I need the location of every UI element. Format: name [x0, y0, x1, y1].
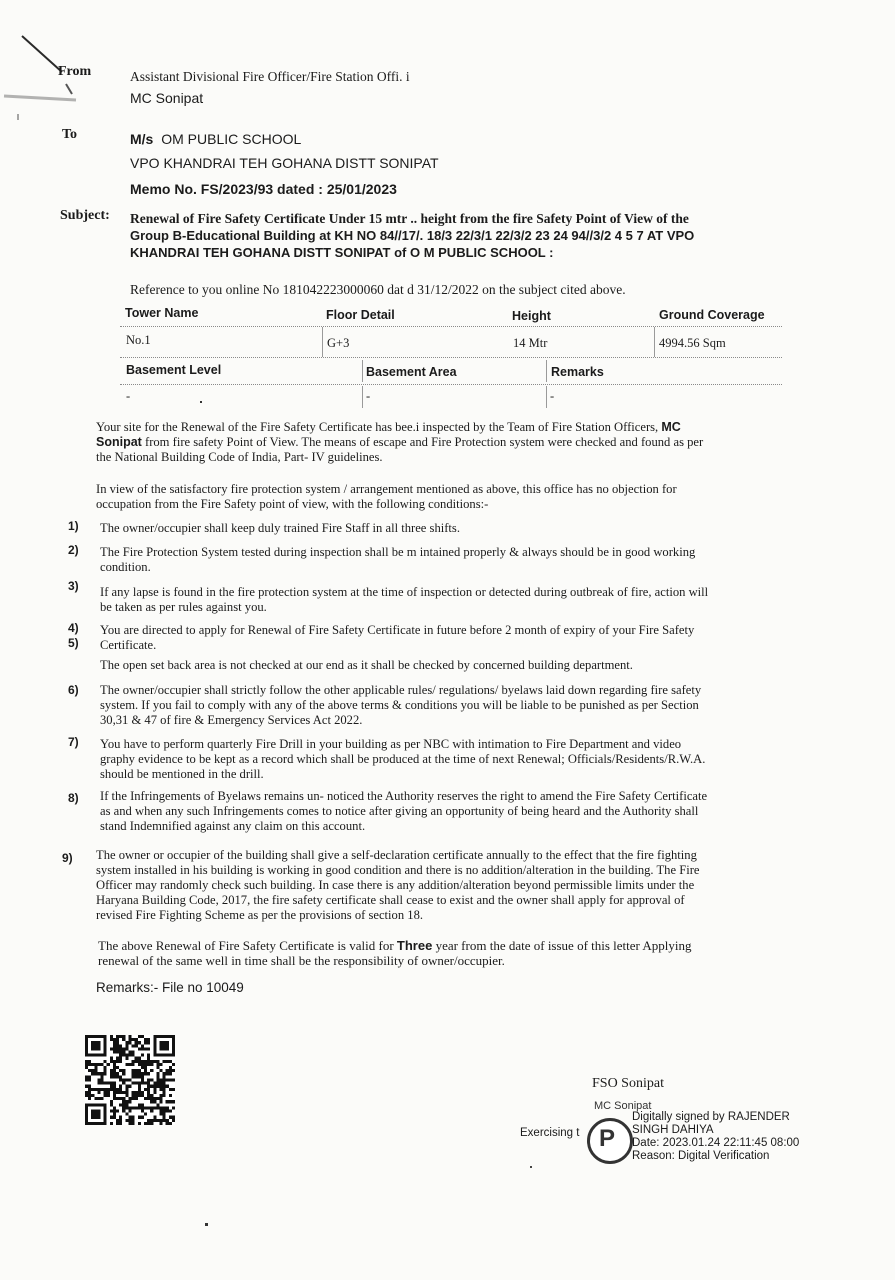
- condition-line: system. If you fail to comply with any of the above terms & conditions you will be liable to be punished as per Section: [100, 698, 699, 712]
- seal-letter: P: [599, 1125, 616, 1152]
- condition-line: The owner or occupier of the building shall give a self-declaration certificate annually to the effect that the fire fighting: [96, 848, 697, 862]
- condition-line: Haryana Building Code, 2017, the fire safety certificate shall cease to exist and the owner shall apply for approval of: [96, 893, 685, 907]
- table2-header-rule: [120, 384, 782, 385]
- from-label: From: [58, 64, 92, 79]
- table1-header-rule: [120, 326, 782, 327]
- condition-number: 5): [68, 636, 79, 650]
- condition-line: If any lapse is found in the fire protection system at the time of inspection or detected during outbreak of fire, action will: [100, 585, 709, 599]
- th-height: Height: [512, 309, 551, 323]
- condition-line: The open set back area is not checked at our end as it shall be checked by concerned building department.: [100, 658, 633, 672]
- td-ground-coverage: 4994.56 Sqm: [659, 336, 726, 350]
- table1-col-divider: [322, 327, 323, 357]
- table2-col-divider: [362, 386, 363, 408]
- condition-number: 6): [68, 683, 79, 697]
- condition-line: should be mentioned in the drill.: [100, 767, 264, 781]
- condition-line: be taken as per rules against you.: [100, 600, 267, 614]
- condition-text: [100, 545, 695, 575]
- inspection-paragraph: [96, 420, 786, 465]
- noc-text-b: occupation from the Fire Safety point of view, with the following conditions:-: [96, 497, 489, 511]
- table1-col-divider: [654, 327, 655, 357]
- to-name: OM PUBLIC SCHOOL: [161, 131, 302, 147]
- validity-paragraph: [98, 938, 692, 968]
- td-basement-level: -: [126, 389, 131, 403]
- fso-signatory: FSO Sonipat: [592, 1076, 664, 1091]
- th-basement-area: Basement Area: [366, 365, 457, 379]
- th-floor-detail: Floor Detail: [326, 308, 395, 322]
- from-line-2: MC Sonipat: [130, 90, 204, 106]
- noc-paragraph: [96, 482, 677, 512]
- condition-text: [100, 789, 707, 834]
- qr-code: [85, 1035, 175, 1125]
- to-label: To: [62, 127, 78, 142]
- inspection-bold-sonipat: Sonipat: [96, 435, 142, 449]
- validity-text-a: The above Renewal of Fire Safety Certificate is valid for: [98, 938, 394, 953]
- condition-text: [100, 623, 694, 638]
- condition-line: You have to perform quarterly Fire Drill in your building as per NBC with intimation to Fire Department and video: [100, 737, 682, 751]
- table2-col-divider: [362, 360, 363, 382]
- td-tower-name: No.1: [126, 333, 151, 347]
- noc-text-a: In view of the satisfactory fire protection system / arrangement mentioned as above, this office has no objection for: [96, 482, 677, 496]
- condition-line: If the Infringements of Byelaws remains un- noticed the Authority reserves the right to amend the Fire Safety Certificate: [100, 789, 708, 803]
- condition-line: The owner/occupier shall keep duly trained Fire Staff in all three shifts.: [100, 521, 460, 535]
- condition-line: The owner/occupier shall strictly follow the other applicable rules/ regulations/ byelaws laid down regarding fire safety: [100, 683, 702, 697]
- ink-speck: [200, 401, 202, 403]
- condition-line: as and when any such Infringements comes to notice after giving an opportunity of being heard and the Authority shall: [100, 804, 699, 818]
- dsig-signer-name: SINGH DAHIYA: [632, 1124, 714, 1136]
- validity-term: Three: [396, 938, 433, 953]
- table2-col-divider: [546, 386, 547, 408]
- th-remarks: Remarks: [551, 365, 604, 379]
- validity-text-c: renewal of the same well in time shall be the responsibility of owner/occupier.: [98, 953, 505, 968]
- exercising-text: Exercising t: [520, 1127, 580, 1139]
- digital-signature-block: [632, 1111, 799, 1163]
- th-basement-level: Basement Level: [126, 363, 222, 377]
- to-prefix: M/s: [130, 131, 154, 147]
- table1-bottom-rule: [120, 357, 782, 358]
- condition-line: 30,31 & 47 of fire & Emergency Services Act 2022.: [100, 713, 363, 727]
- condition-text: [100, 638, 633, 673]
- dsig-signed-by: Digitally signed by RAJENDER: [632, 1111, 790, 1123]
- digital-signature-seal: [587, 1118, 633, 1164]
- validity-text-b: year from the date of issue of this letter Applying: [435, 938, 692, 953]
- mc-sonipat-stamp-text: MC Sonipat: [594, 1100, 652, 1112]
- inspection-text-b: from fire safety Point of View. The means of escape and Fire Protection system were checked and found as per: [145, 435, 704, 449]
- condition-line: The Fire Protection System tested during inspection shall be m intained properly & always should be in good working: [100, 545, 696, 559]
- condition-number: 7): [68, 735, 79, 749]
- subject-line-3: KHANDRAI TEH GOHANA DISTT SONIPAT of O M PUBLIC SCHOOL :: [130, 245, 554, 260]
- condition-text: [100, 737, 705, 782]
- condition-line: stand Indemnified against any claim on this account.: [100, 819, 366, 833]
- condition-number: 4): [68, 621, 79, 635]
- subject-label: Subject:: [60, 208, 110, 223]
- condition-line: graphy evidence to be kept as a record which shall be produced at the time of next Renewal; Officials/Residents/R.W.A.: [100, 752, 706, 766]
- td-height: 14 Mtr: [513, 336, 548, 350]
- from-line-1: Assistant Divisional Fire Officer/Fire Station Offi. i: [130, 69, 410, 84]
- dsig-reason: Reason: Digital Verification: [632, 1150, 770, 1162]
- condition-text: [100, 683, 701, 728]
- condition-number: 8): [68, 791, 79, 805]
- th-ground-coverage: Ground Coverage: [659, 308, 765, 322]
- td-remarks: -: [550, 389, 555, 403]
- to-line-2: VPO KHANDRAI TEH GOHANA DISTT SONIPAT: [130, 155, 439, 171]
- condition-number: 3): [68, 579, 79, 593]
- condition-line: Officer may randomly check such building. In case there is any addition/alteration beyond permissible limits under the: [96, 878, 695, 892]
- dsig-date: Date: 2023.01.24 22:11:45 08:00: [632, 1137, 800, 1149]
- inspection-text-a: Your site for the Renewal of the Fire Safety Certificate has bee.i inspected by the Team of Fire Station Officers,: [96, 420, 659, 434]
- table2-col-divider: [546, 360, 547, 382]
- ink-speck: [205, 1223, 208, 1226]
- td-floor-detail: G+3: [327, 336, 350, 350]
- condition-text: [96, 848, 700, 923]
- condition-number: 9): [62, 851, 73, 865]
- condition-number: 2): [68, 543, 79, 557]
- condition-line: Certificate.: [100, 638, 157, 652]
- condition-text: [100, 585, 708, 615]
- condition-number: 1): [68, 519, 79, 533]
- subject-line-1: Renewal of Fire Safety Certificate Under 15 mtr .. height from the fire Safety Point of View of the: [130, 211, 689, 226]
- inspection-bold-mc: MC: [661, 420, 681, 434]
- remarks-file-no: Remarks:- File no 10049: [96, 980, 244, 995]
- condition-line: You are directed to apply for Renewal of Fire Safety Certificate in future before 2 month of expiry of your Fire Safety: [100, 623, 695, 637]
- inspection-text-c: the National Building Code of India, Part- IV guidelines.: [96, 450, 383, 464]
- td-basement-area: -: [366, 389, 371, 403]
- memo-number: Memo No. FS/2023/93 dated : 25/01/2023: [130, 181, 397, 197]
- to-line-1: [130, 131, 301, 147]
- condition-line: system installed in his building is working in good condition and there is no addition/alteration in the building. The Fire: [96, 863, 700, 877]
- condition-line: revised Fire Fighting Scheme as per the provisions of section 18.: [96, 908, 424, 922]
- reference-line: Reference to you online No 181042223000060 dat d 31/12/2022 on the subject cited above.: [130, 282, 626, 297]
- th-tower-name: Tower Name: [125, 306, 199, 320]
- subject-line-2: Group B-Educational Building at KH NO 84//17/. 18/3 22/3/1 22/3/2 23 24 94//3/2 4 5 7 AT VPO: [130, 228, 695, 243]
- condition-text: [100, 521, 460, 536]
- ink-speck: [530, 1166, 532, 1168]
- condition-line: condition.: [100, 560, 151, 574]
